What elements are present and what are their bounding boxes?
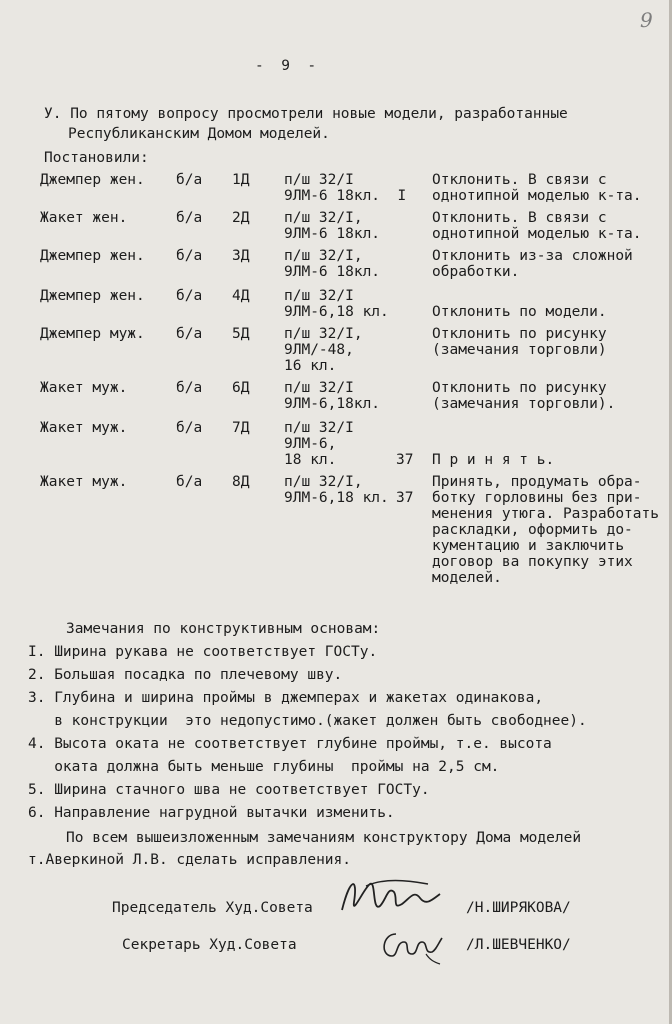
item5-line2: Республиканским Домом моделей. — [68, 126, 330, 142]
model-decision-line: (замечания торговли) — [432, 342, 607, 358]
remark-line: 5. Ширина стачного шва не соответствует ГОСТу. — [28, 782, 430, 798]
model-type: б/а — [176, 248, 203, 264]
model-price: 37 — [396, 490, 414, 506]
model-decision-line: однотипной моделью к-та. — [432, 188, 642, 204]
remarks-header: Замечания по конструктивным основам: — [66, 621, 381, 637]
model-decision-line: П р и н я т ь. — [432, 452, 555, 468]
model-number: 7Д — [232, 420, 250, 436]
remark-line: 4. Высота оката не соответствует глубине проймы, т.е. высота — [28, 736, 552, 752]
model-decision-line: Отклонить по модели. — [432, 304, 607, 320]
model-decision-line: обработки. — [432, 264, 520, 280]
model-spec-line: п/ш 32/I — [284, 172, 354, 188]
model-spec-line: 9ЛМ/-48, — [284, 342, 354, 358]
model-spec-line: п/ш 32/I — [284, 288, 354, 304]
page-number: - 9 - — [255, 58, 317, 74]
model-decision-line: Отклонить. В связи с — [432, 210, 607, 226]
model-spec-line: 16 кл. — [284, 358, 337, 374]
model-number: 6Д — [232, 380, 250, 396]
model-name: Жакет муж. — [40, 380, 128, 396]
remark-line: 3. Глубина и ширина проймы в джемперах и жакетах одинакова, — [28, 690, 544, 706]
model-name: Жакет муж. — [40, 474, 128, 490]
model-spec-line: 9ЛМ-6 18кл. — [284, 226, 381, 242]
corner-page-number: 9 — [640, 8, 653, 32]
model-number: 8Д — [232, 474, 250, 490]
secretary-signature — [376, 924, 446, 966]
model-spec-line: п/ш 32/I — [284, 420, 354, 436]
model-decision-line: Отклонить из-за сложной — [432, 248, 633, 264]
model-decision-line: кументацию и заключить — [432, 538, 625, 554]
conclusion-line2: т.Аверкиной Л.В. сделать исправления. — [28, 852, 352, 868]
chair-name: /Н.ШИРЯКОВА/ — [466, 900, 571, 916]
model-spec-line: 9ЛМ-6,18 кл. — [284, 304, 389, 320]
model-type: б/а — [176, 210, 203, 226]
model-decision-line: менения утюга. Разработать — [432, 506, 659, 522]
secretary-title: Секретарь Худ.Совета — [122, 937, 297, 953]
model-spec-line: 9ЛМ-6,18 кл. — [284, 490, 389, 506]
model-name: Жакет муж. — [40, 420, 128, 436]
model-spec-line: п/ш 32/I, — [284, 248, 363, 264]
model-decision-line: Отклонить. В связи с — [432, 172, 607, 188]
chair-title: Председатель Худ.Совета — [112, 900, 313, 916]
item5-line1: У. По пятому вопросу просмотрели новые модели, разработанные — [44, 106, 568, 122]
model-type: б/а — [176, 420, 203, 436]
model-spec-line: п/ш 32/I, — [284, 474, 363, 490]
model-spec-line: 9ЛМ-6, — [284, 436, 337, 452]
model-name: Джемпер жен. — [40, 248, 145, 264]
model-number: 1Д — [232, 172, 250, 188]
remark-line: 6. Направление нагрудной вытачки изменить. — [28, 805, 395, 821]
decided-label: Постановили: — [44, 150, 149, 166]
secretary-name: /Л.ШЕВЧЕНКО/ — [466, 937, 571, 953]
model-decision-line: раскладки, оформить до- — [432, 522, 633, 538]
model-type: б/а — [176, 326, 203, 342]
model-number: 2Д — [232, 210, 250, 226]
model-price: 37 — [396, 452, 414, 468]
model-decision-line: однотипной моделью к-та. — [432, 226, 642, 242]
model-number: 4Д — [232, 288, 250, 304]
model-type: б/а — [176, 288, 203, 304]
model-decision-line: ботку горловины без при- — [432, 490, 642, 506]
model-spec-line: п/ш 32/I, — [284, 210, 363, 226]
model-type: б/а — [176, 380, 203, 396]
model-name: Джемпер жен. — [40, 172, 145, 188]
model-decision-line: (замечания торговли). — [432, 396, 616, 412]
model-spec-line: 9ЛМ-6 18кл. I — [284, 188, 407, 204]
model-spec-line: 9ЛМ-6,18кл. — [284, 396, 381, 412]
remark-line: I. Ширина рукава не соответствует ГОСТу. — [28, 644, 378, 660]
model-type: б/а — [176, 474, 203, 490]
model-type: б/а — [176, 172, 203, 188]
model-decision-line: Отклонить по рисунку — [432, 326, 607, 342]
model-spec-line: п/ш 32/I, — [284, 326, 363, 342]
remark-line: в конструкции это недопустимо.(жакет должен быть свободнее). — [28, 713, 587, 729]
conclusion-line1: По всем вышеизложенным замечаниям конструктору Дома моделей — [66, 830, 582, 846]
model-name: Джемпер жен. — [40, 288, 145, 304]
model-decision-line: договор ва покупку этих — [432, 554, 633, 570]
model-decision-line: моделей. — [432, 570, 502, 586]
model-name: Жакет жен. — [40, 210, 128, 226]
model-spec-line: 9ЛМ-6 18кл. — [284, 264, 381, 280]
model-spec-line: п/ш 32/I — [284, 380, 354, 396]
remark-line: оката должна быть меньше глубины проймы на 2,5 см. — [28, 759, 500, 775]
model-decision-line: Отклонить по рисунку — [432, 380, 607, 396]
chair-signature — [336, 872, 446, 924]
model-decision-line: Принять, продумать обра- — [432, 474, 642, 490]
remark-line: 2. Большая посадка по плечевому шву. — [28, 667, 343, 683]
model-name: Джемпер муж. — [40, 326, 145, 342]
model-number: 5Д — [232, 326, 250, 342]
model-spec-line: 18 кл. — [284, 452, 337, 468]
model-number: 3Д — [232, 248, 250, 264]
